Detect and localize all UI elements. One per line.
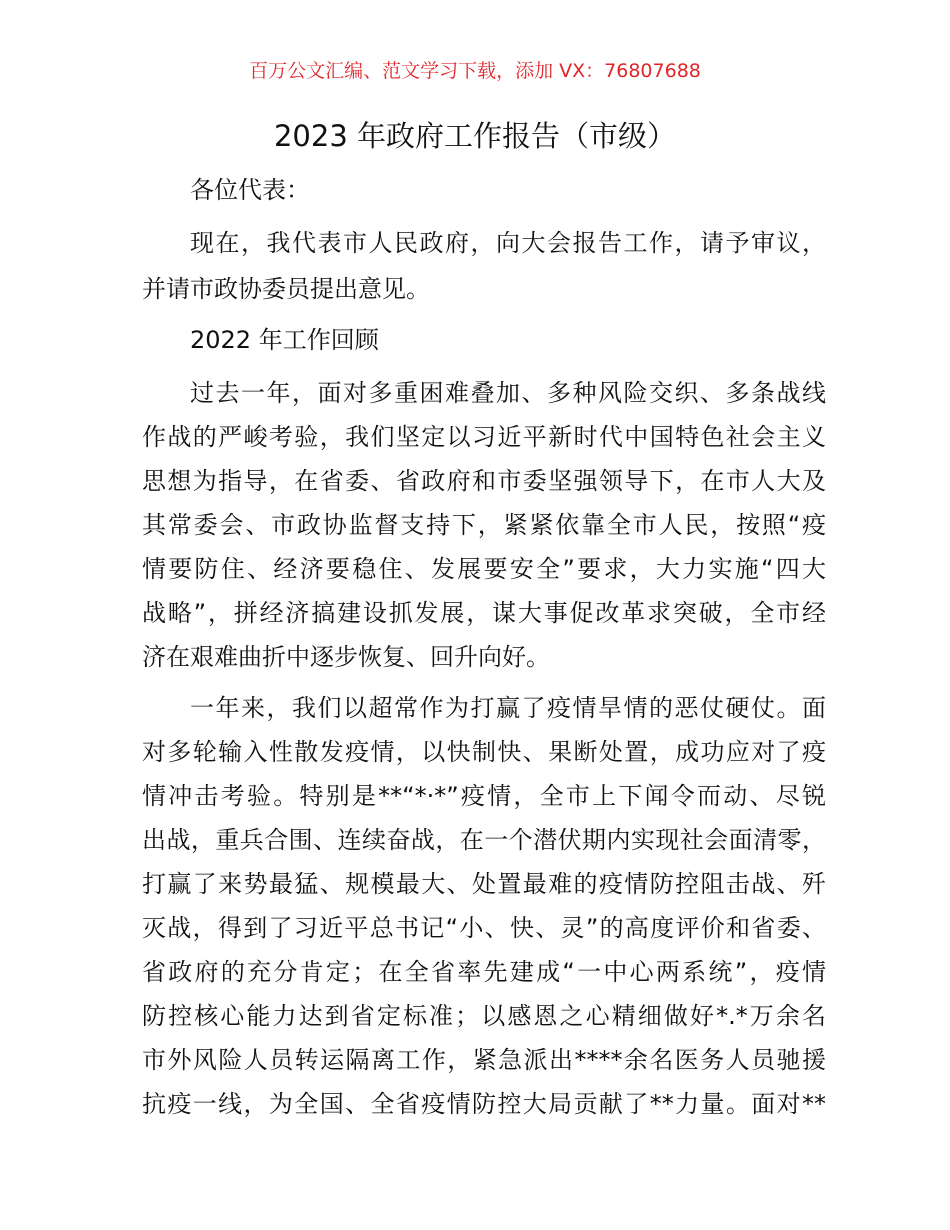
document-title: 2023 年政府工作报告（市级）: [273, 119, 677, 153]
paragraph-review: [142, 371, 826, 679]
section-heading: [142, 318, 826, 362]
paragraph-line: 一年来，我们以超常作为打赢了疫情旱情的恶仗硬仗。面: [190, 694, 826, 722]
paragraph-line: 过去一年，面对多重困难叠加、多种风险交织、多条战线: [190, 379, 826, 407]
paragraph-line: 思想为指导，在省委、省政府和市委坚强领导下，在市人大及: [142, 467, 826, 495]
paragraph-line: 打赢了来势最猛、规模最大、处置最难的疫情防控阻击战、歼: [142, 870, 826, 898]
section-heading-text: 2022 年工作回顾: [190, 326, 379, 354]
paragraph-line: 市外风险人员转运隔离工作，紧急派出****余名医务人员驰援: [142, 1046, 826, 1074]
watermark-banner: 百万公文汇编、范文学习下载，添加 VX：76807688: [249, 60, 701, 82]
paragraph-line: 现在，我代表市人民政府，向大会报告工作，请予审议，: [190, 229, 826, 257]
paragraph-epidemic: [142, 686, 826, 1126]
paragraph-line: 出战，重兵合围、连续奋战，在一个潜伏期内实现社会面清零，: [142, 826, 826, 854]
paragraph-line: 济在艰难曲折中逐步恢复、回升向好。: [142, 643, 550, 671]
paragraph-line: 抗疫一线，为全国、全省疫情防控大局贡献了**力量。面对**: [142, 1090, 826, 1118]
paragraph-line: 战略”，拼经济搞建设抓发展，谋大事促改革求突破，全市经: [142, 599, 826, 627]
salutation: [142, 168, 826, 212]
paragraph-line: 并请市政协委员提出意见。: [142, 275, 430, 303]
paragraph-line: 作战的严峻考验，我们坚定以习近平新时代中国特色社会主义: [142, 423, 826, 451]
paragraph-line: 灭战，得到了习近平总书记“小、快、灵”的高度评价和省委、: [142, 914, 826, 942]
paragraph-line: 情冲击考验。特别是**“*·*”疫情，全市上下闻令而动、尽锐: [142, 782, 826, 810]
paragraph-line: 对多轮输入性散发疫情，以快制快、果断处置，成功应对了疫: [142, 738, 826, 766]
paragraph-line: 省政府的充分肯定；在全省率先建成“一中心两系统”，疫情: [142, 958, 826, 986]
salutation-text: 各位代表：: [190, 176, 310, 204]
paragraph-line: 其常委会、市政协监督支持下，紧紧依靠全市人民，按照“疫: [142, 511, 826, 539]
paragraph-line: 防控核心能力达到省定标准；以感恩之心精细做好*.*万余名: [142, 1002, 826, 1030]
intro-paragraph: [142, 221, 826, 311]
paragraph-line: 情要防住、经济要稳住、发展要安全”要求，大力实施“四大: [142, 555, 826, 583]
